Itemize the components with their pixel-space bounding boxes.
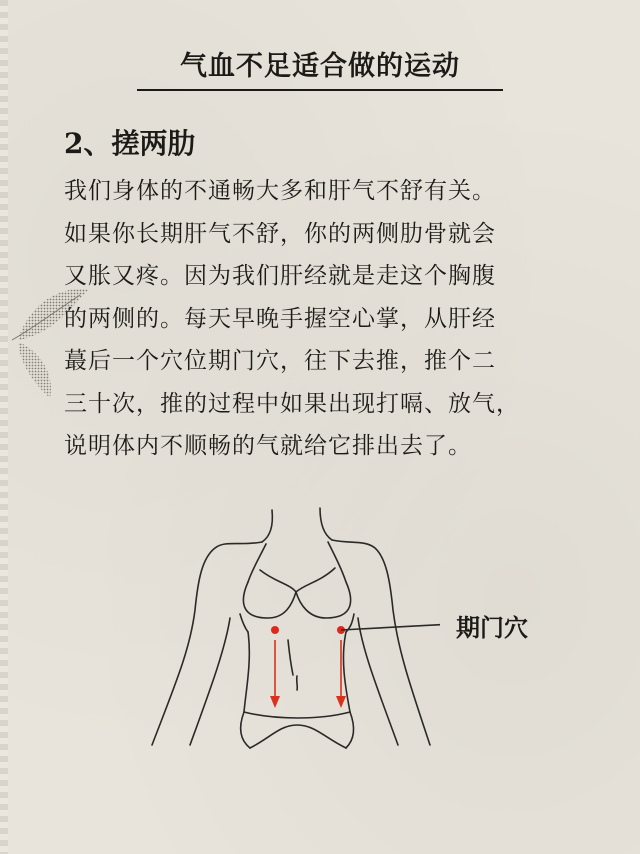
paragraph-line: 如果你长期肝气不舒，你的两侧肋骨就会	[64, 220, 496, 247]
downward-arrows	[270, 640, 346, 708]
paragraph-line: 的两侧的。每天早晚手握空心掌，从肝经	[64, 305, 496, 332]
paragraph-line: 又胀又疼。因为我们肝经就是走这个胸腹	[64, 263, 496, 289]
paper-edge	[0, 0, 8, 854]
leaf-decoration	[10, 280, 90, 400]
title-underline	[137, 89, 503, 91]
paragraph-line: 我们身体的不通畅大多和肝气不舒有关。	[64, 178, 496, 204]
paragraph-line: 蕞后一个穴位期门穴，往下去推，推个二	[64, 348, 496, 374]
page-title: 气血不足适合做的运动	[180, 51, 460, 82]
qimen-point-label: 期门穴	[456, 613, 528, 642]
torso-illustration	[140, 500, 440, 750]
paragraph-line: 三十次，推的过程中如果出现打嗝、放气，	[64, 390, 520, 417]
section-heading: 2、搓两肋	[64, 127, 196, 160]
paragraph-line: 说明体内不顺畅的气就给它排出去了。	[64, 433, 472, 459]
left-qimen-point	[271, 626, 279, 634]
body-paragraph	[64, 170, 584, 468]
label-leader-line	[341, 624, 440, 630]
